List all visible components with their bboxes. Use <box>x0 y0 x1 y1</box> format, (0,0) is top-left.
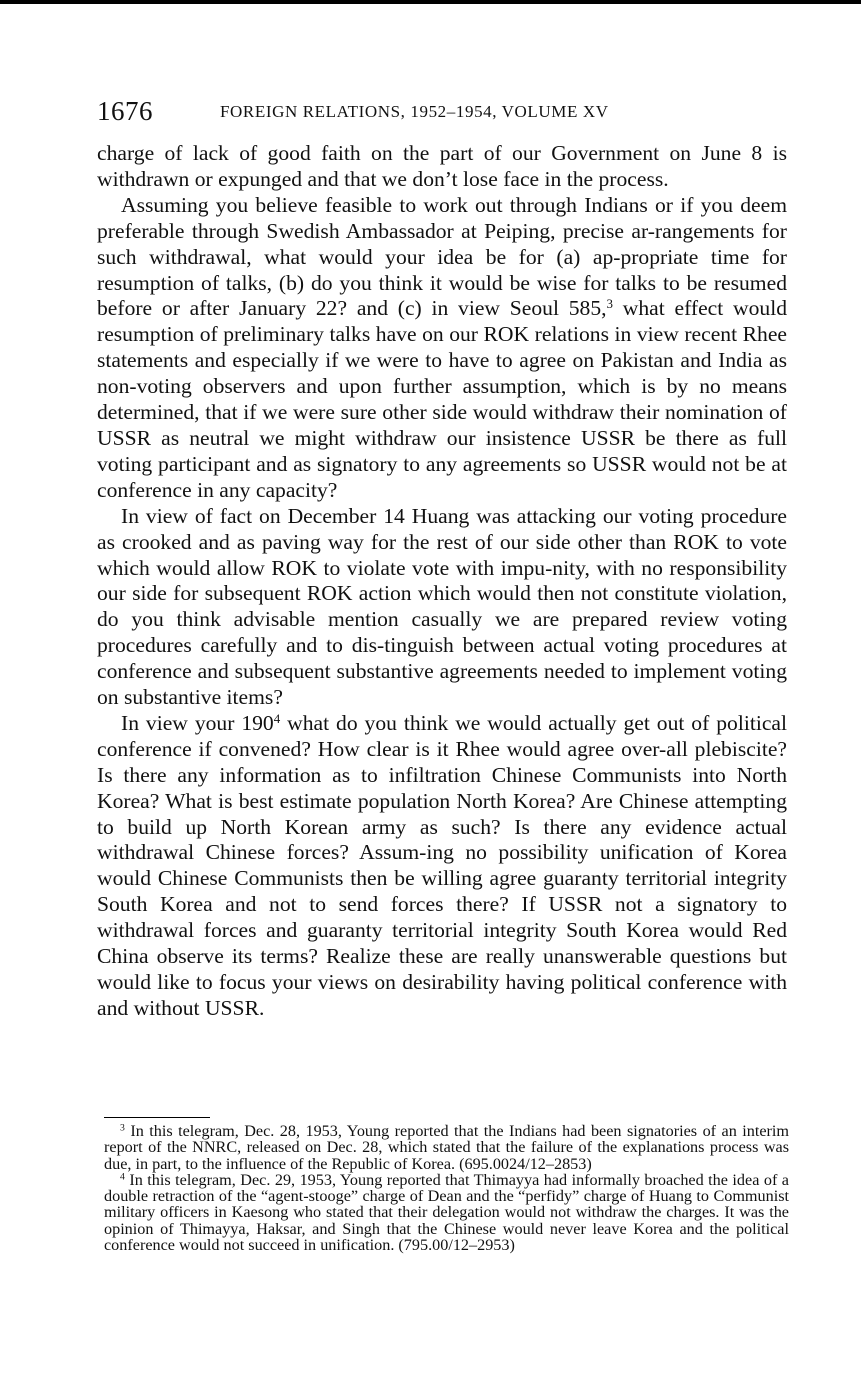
footnote-3 <box>104 1123 789 1172</box>
footnote-ref-4: 4 <box>273 710 281 726</box>
paragraph-3-text: In view of fact on December 14 Huang was attacking our voting procedure as crooked and as paving way for the rest of our side other than ROK to vote which would allow ROK to violate vote with impu-nity, with no responsibility our side for subsequent ROK action which would then not constitute violation, do you think advisable mention casually we are prepared review voting procedures carefully and to dis-tinguish between actual voting procedures at conference and subsequent substantive agreements needed to implement voting on substantive items? <box>97 503 787 710</box>
footnote-marker-3: 3 <box>120 1122 125 1134</box>
footnote-4-text: In this telegram, Dec. 29, 1953, Young reported that Thimayya had informally broached the idea of a double retraction of the “agent-stooge” charge of Dean and the “perfidy” charge of Huang to Communist military officers in Kaesong who stated that their delegation would not withdraw the charges. It was the opinion of Thimayya, Haksar, and Singh that the Chinese would never leave Korea and the political conference would not succeed in unification. (795.00/12–2953) <box>104 1170 789 1255</box>
footnote-ref-3: 3 <box>606 296 614 312</box>
paragraph-4-text-a: In view your 190 <box>121 710 274 735</box>
footnote-divider <box>104 1117 210 1118</box>
paragraph-2-text-b: what effect would resumption of preliminary talks have on our ROK relations in view recent Rhee statements and especially if we were to have to agree on Pakistan and India as non-voting observers and upon further assumption, which is by no means determined, that if we were sure other side would withdraw their nomination of USSR as neutral we might withdraw our insistence USSR be there as full voting participant and as signatory to any agreements so USSR would not be at conference in any capacity? <box>97 296 788 502</box>
page-header <box>97 96 787 130</box>
footnotes <box>104 1123 789 1253</box>
running-head: FOREIGN RELATIONS, 1952–1954, VOLUME XV <box>220 102 609 121</box>
footnote-4 <box>104 1172 789 1253</box>
footnote-3-text: In this telegram, Dec. 28, 1953, Young reported that the Indians had been signatories of an interim report of the NNRC, released on Dec. 28, which stated that the failure of the explanations process was due, in part, to the influence of the Republic of Korea. (695.0024/12–2853) <box>104 1122 789 1173</box>
footnote-marker-4: 4 <box>120 1171 125 1183</box>
paragraph-3 <box>97 504 787 711</box>
paragraph-4-text-b: what do you think we would actually get out of political conference if convened? How clear is it Rhee would agree over-all plebiscite? Is there any information as to infiltration Chinese Communists into North Korea? What is best estimate population North Korea? Are Chinese attempting to build up North Korean army as such? Is there any evidence actual withdrawal Chinese forces? Assum-ing no possibility unification of Korea would Chinese Communists then be willing agree guaranty territorial integrity South Korea and not to send forces there? If USSR not a signatory to withdrawal forces and guaranty territorial integrity South Korea would Red China observe its terms? Realize these are really unanswerable questions but would like to focus your views on desirability having political conference with and without USSR. <box>97 710 787 1020</box>
page-number: 1676 <box>97 96 153 126</box>
body-text <box>97 141 787 1022</box>
paragraph-1-text: charge of lack of good faith on the part of our Government on June 8 is withdrawn or expunged and that we don’t lose face in the process. <box>97 141 787 191</box>
paragraph-1 <box>97 141 787 193</box>
paragraph-2 <box>97 193 787 504</box>
paragraph-2-text-a: Assuming you believe feasible to work out through Indians or if you deem preferable through Swedish Ambassador at Peiping, precise ar-rangements for such withdrawal, what would your idea be for (a) ap-propriate time for resumption of talks, (b) do you think it would be wise for talks to be resumed before or after January 22? and (c) in view Seoul 585, <box>97 192 787 321</box>
paragraph-4 <box>97 711 787 1022</box>
page-top-rule <box>0 0 861 4</box>
